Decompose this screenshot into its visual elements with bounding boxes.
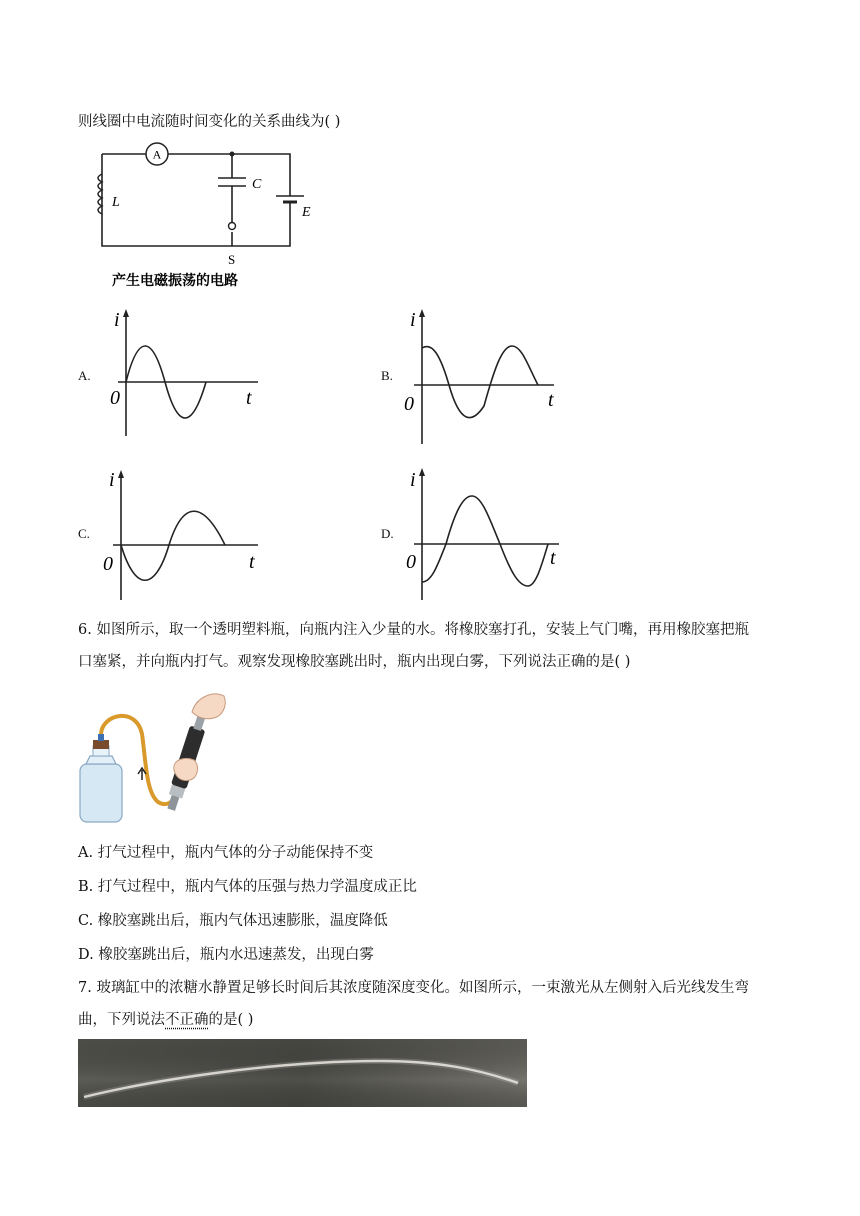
option-b-origin: 0 (404, 393, 414, 415)
lc-circuit-diagram (84, 140, 334, 292)
option-c-label: C. (78, 526, 90, 541)
question-5-tail: 则线圈中电流随时间变化的关系曲线为( ) (78, 114, 341, 130)
question-7-text-pre: 曲，下列说法 (78, 1012, 165, 1028)
question-7-line-2 (78, 1010, 253, 1030)
option-a-x-label: t (246, 387, 252, 409)
option-b-x-label: t (548, 389, 554, 411)
ammeter-label: A (152, 147, 162, 162)
capacitor-label: C (252, 177, 262, 192)
bottle-pump-illustration (76, 684, 234, 830)
circuit-caption: 产生电磁振荡的电路 (112, 273, 238, 289)
inductor-label: L (112, 195, 120, 210)
option-a-label: A. (78, 368, 91, 383)
question-7-line-1: 7. 玻璃缸中的浓糖水静置足够长时间后其浓度随深度变化。如图所示，一束激光从左侧射入后光线发生弯 (78, 980, 749, 996)
question-6-line-1: 6. 如图所示，取一个透明塑料瓶，向瓶内注入少量的水。将橡胶塞打孔，安装上气门嘴，再用橡胶塞把瓶 (78, 622, 749, 638)
option-d-origin: 0 (406, 551, 416, 573)
option-b-y-label: i (410, 309, 416, 331)
question-6-line-2: 口塞紧，并向瓶内打气。观察发现橡胶塞跳出时，瓶内出现白雾，下列说法正确的是( ) (78, 654, 631, 670)
laser-bending-photo (78, 1039, 527, 1107)
option-c-x-label: t (249, 551, 255, 573)
option-c-origin: 0 (103, 553, 113, 575)
option-d-graph (404, 464, 569, 604)
option-a-origin: 0 (110, 387, 120, 409)
option-d-label: D. (381, 526, 394, 541)
option-d-x-label: t (550, 547, 556, 569)
option-c-y-label: i (109, 469, 115, 491)
question-6-option-b[interactable]: B. 打气过程中，瓶内气体的压强与热力学温度成正比 (78, 879, 417, 895)
question-6-option-d[interactable]: D. 橡胶塞跳出后，瓶内水迅速蒸发，出现白雾 (78, 947, 374, 963)
option-d-y-label: i (410, 469, 416, 491)
option-a-y-label: i (114, 309, 120, 331)
option-b-label: B. (381, 368, 393, 383)
question-6-option-a[interactable]: A. 打气过程中，瓶内气体的分子动能保持不变 (78, 845, 374, 861)
switch-label: S (228, 252, 236, 267)
question-7-text-post: 的是( ) (208, 1012, 254, 1028)
option-a-graph (108, 306, 268, 442)
question-7-emphasis: 不正确 (165, 1012, 209, 1028)
option-c-graph (103, 464, 268, 604)
question-6-option-c[interactable]: C. 橡胶塞跳出后，瓶内气体迅速膨胀，温度降低 (78, 913, 388, 929)
option-b-graph (404, 306, 564, 448)
battery-label: E (302, 205, 311, 220)
